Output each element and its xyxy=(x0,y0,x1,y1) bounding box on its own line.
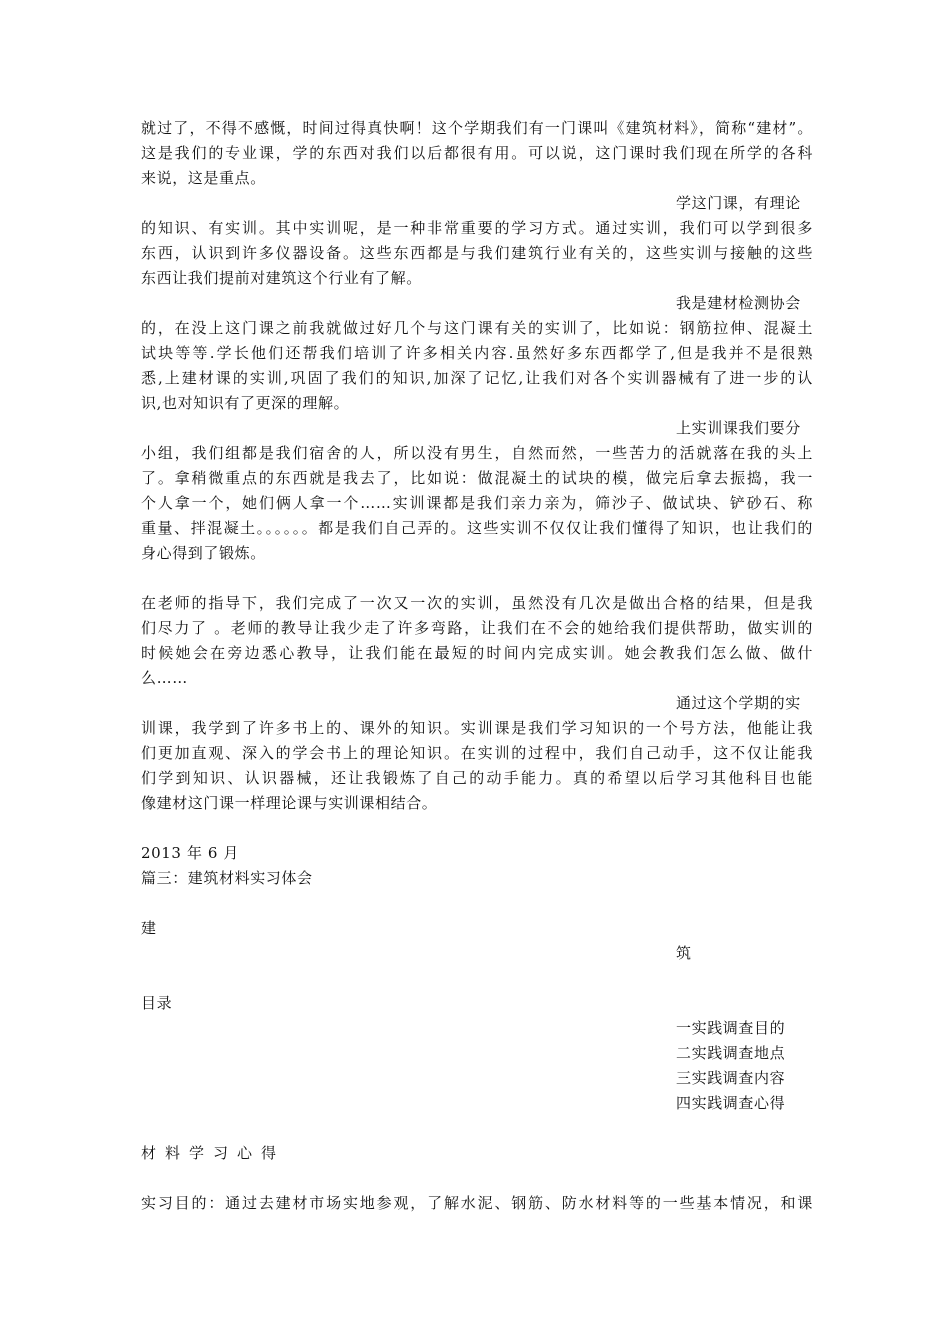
text-line: 训课，我学到了许多书上的、课外的知识。实训课是我们学习知识的一个号方法，他能让我 xyxy=(141,719,813,737)
text-line: 这是我们的专业课，学的东西对我们以后都很有用。可以说，这门课时我们现在所学的各科 xyxy=(141,144,813,162)
toc-item: 一实践调查目的 xyxy=(676,1019,786,1037)
blank-line xyxy=(141,966,813,991)
text-line: 么…… xyxy=(141,669,188,687)
text-line: 了。拿稍微重点的东西就是我去了，比如说：做混凝土的试块的模，做完后拿去振捣，我一 xyxy=(141,469,813,487)
text-line: 试块等等.学长他们还帮我们培训了许多相关内容.虽然好多东西都学了,但是我并不是很熟 xyxy=(141,344,813,362)
text-line: 悉,上建材课的实训,巩固了我们的知识,加深了记忆,让我们对各个实训器械有了进一步的认 xyxy=(141,369,813,387)
text-line: 时候她会在旁边悉心教导，让我们能在最短的时间内完成实训。她会教我们怎么做、做什 xyxy=(141,644,813,662)
cover-char: 建 xyxy=(141,919,157,937)
blank-line xyxy=(141,1166,813,1191)
text-line: 身心得到了锻炼。 xyxy=(141,544,266,562)
indented-line: 我是建材检测协会 xyxy=(676,294,801,312)
text-line: 们学到知识、认识器械，还让我锻炼了自己的动手能力。真的希望以后学习其他科目也能 xyxy=(141,769,813,787)
section-title: 篇三：建筑材料实习体会 xyxy=(141,869,313,887)
text-line: 的知识、有实训。其中实训呢，是一种非常重要的学习方式。通过实训，我们可以学到很多 xyxy=(141,219,813,237)
blank-line xyxy=(141,891,813,916)
blank-line xyxy=(141,1116,813,1141)
indented-line: 上实训课我们要分 xyxy=(676,419,801,437)
date-line: 2013 年 6 月 xyxy=(141,844,240,862)
blank-line xyxy=(141,816,813,841)
text-line: 的，在没上这门课之前我就做过好几个与这门课有关的实训了，比如说：钢筋拉伸、混凝土 xyxy=(141,319,813,337)
text-line: 重量、拌混凝土。。。。。。都是我们自己弄的。这些实训不仅仅让我们懂得了知识，也让我们的 xyxy=(141,519,813,537)
toc-item: 二实践调查地点 xyxy=(676,1044,786,1062)
text-line: 小组，我们组都是我们宿舍的人，所以没有男生，自然而然，一些苦力的活就落在我的头上 xyxy=(141,444,813,462)
document-body xyxy=(141,116,813,1216)
toc-item: 四实践调查心得 xyxy=(676,1094,786,1112)
text-line: 们更加直观、深入的学会书上的理论知识。在实训的过程中，我们自己动手，这不仅让能我 xyxy=(141,744,813,762)
blank-line xyxy=(141,566,813,591)
text-line: 识,也对知识有了更深的理解。 xyxy=(141,394,350,412)
text-line: 像建材这门课一样理论课与实训课相结合。 xyxy=(141,794,438,812)
spaced-heading: 材料学习心得 xyxy=(141,1144,286,1162)
indented-line: 通过这个学期的实 xyxy=(676,694,801,712)
toc-heading: 目录 xyxy=(141,994,173,1012)
text-line: 东西让我们提前对建筑这个行业有了解。 xyxy=(141,269,422,287)
text-line: 实习目的：通过去建材市场实地参观，了解水泥、钢筋、防水材料等的一些基本情况，和课 xyxy=(141,1194,813,1212)
cover-char: 筑 xyxy=(676,944,692,962)
text-line: 在老师的指导下，我们完成了一次又一次的实训，虽然没有几次是做出合格的结果，但是我 xyxy=(141,594,813,612)
text-line: 来说，这是重点。 xyxy=(141,169,266,187)
text-line: 就过了，不得不感慨，时间过得真快啊！这个学期我们有一门课叫《建筑材料》，简称“建材”。 xyxy=(141,119,813,137)
indented-line: 学这门课，有理论 xyxy=(676,194,801,212)
toc-item: 三实践调查内容 xyxy=(676,1069,786,1087)
text-line: 个人拿一个，她们俩人拿一个……实训课都是我们亲力亲为，筛沙子、做试块、铲砂石、称 xyxy=(141,494,813,512)
text-line: 们尽力了 。老师的教导让我少走了许多弯路，让我们在不会的她给我们提供帮助，做实训的 xyxy=(141,619,813,637)
text-line: 东西，认识到许多仪器设备。这些东西都是与我们建筑行业有关的，这些实训与接触的这些 xyxy=(141,244,813,262)
